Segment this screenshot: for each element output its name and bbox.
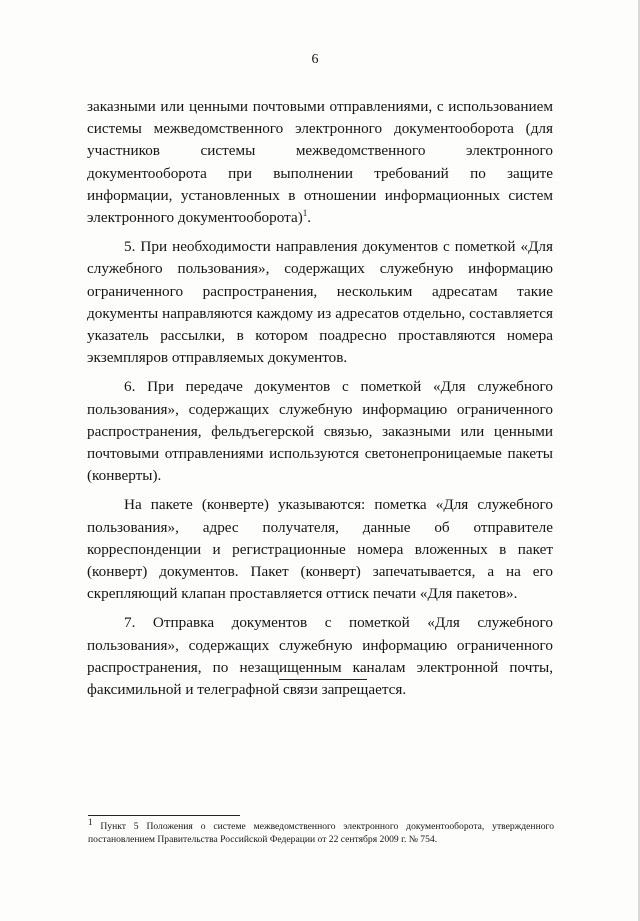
paragraph-2: 5. При необходимости направления документов с пометкой «Для служебного пользования», содержащих служебную информацию ограниченного распространения, нескольким адресатам такие документы направляются каждому из адресатов отдельно, составляется указатель рассылки, в котором поадресно проставляются номера экземпляров отправляемых документов. — [87, 238, 553, 367]
footnote-marker: 1 — [88, 816, 93, 827]
paragraph-5: 7. Отправка документов с пометкой «Для служебного пользования», содержащих служебную информацию ограниченного распространения, по незащищенным каналам электронной почты, факсимильной и телеграфной связи запрещается. — [87, 614, 553, 699]
paragraph-3: 6. При передаче документов с пометкой «Для служебного пользования», содержащих служебную информацию ограниченного распространения, фельдъегерской связью, заказными или ценными почтовыми отправлениями используются светонепроницаемые пакеты (конверты). — [87, 378, 553, 485]
paragraph-1-end: . — [307, 209, 312, 227]
text-end-separator — [279, 679, 367, 680]
paragraph-4: На пакете (конверте) указываются: пометка «Для служебного пользования», адрес получателя, данные об отправителе корреспонденции и регистрационные номера вложенных в пакет (конверт) документов. Пакет (конверт) запечатывается, а на его скрепляющий клапан проставляется оттиск печати «Для пакетов». — [87, 496, 553, 603]
footnote-separator — [88, 815, 240, 816]
body-text — [87, 96, 553, 708]
page-number: 6 — [311, 52, 319, 67]
paragraph-1-text: заказными или ценными почтовыми отправлениями, с использованием системы межведомственного электронного документооборота (для участников системы межведомственного электронного документооборота при выполнении требований по защите информации, установленных в отношении информационных систем электронного документооборота) — [87, 98, 553, 227]
footnote — [88, 816, 554, 846]
paragraph-1 — [87, 96, 553, 229]
footnote-text: Пункт 5 Положения о системе межведомственного электронного документооборота, утвержденного постановлением Правительства Российской Федерации от 22 сентября 2009 г. № 754. — [88, 821, 554, 845]
footnote-reference[interactable]: 1 — [302, 207, 308, 218]
